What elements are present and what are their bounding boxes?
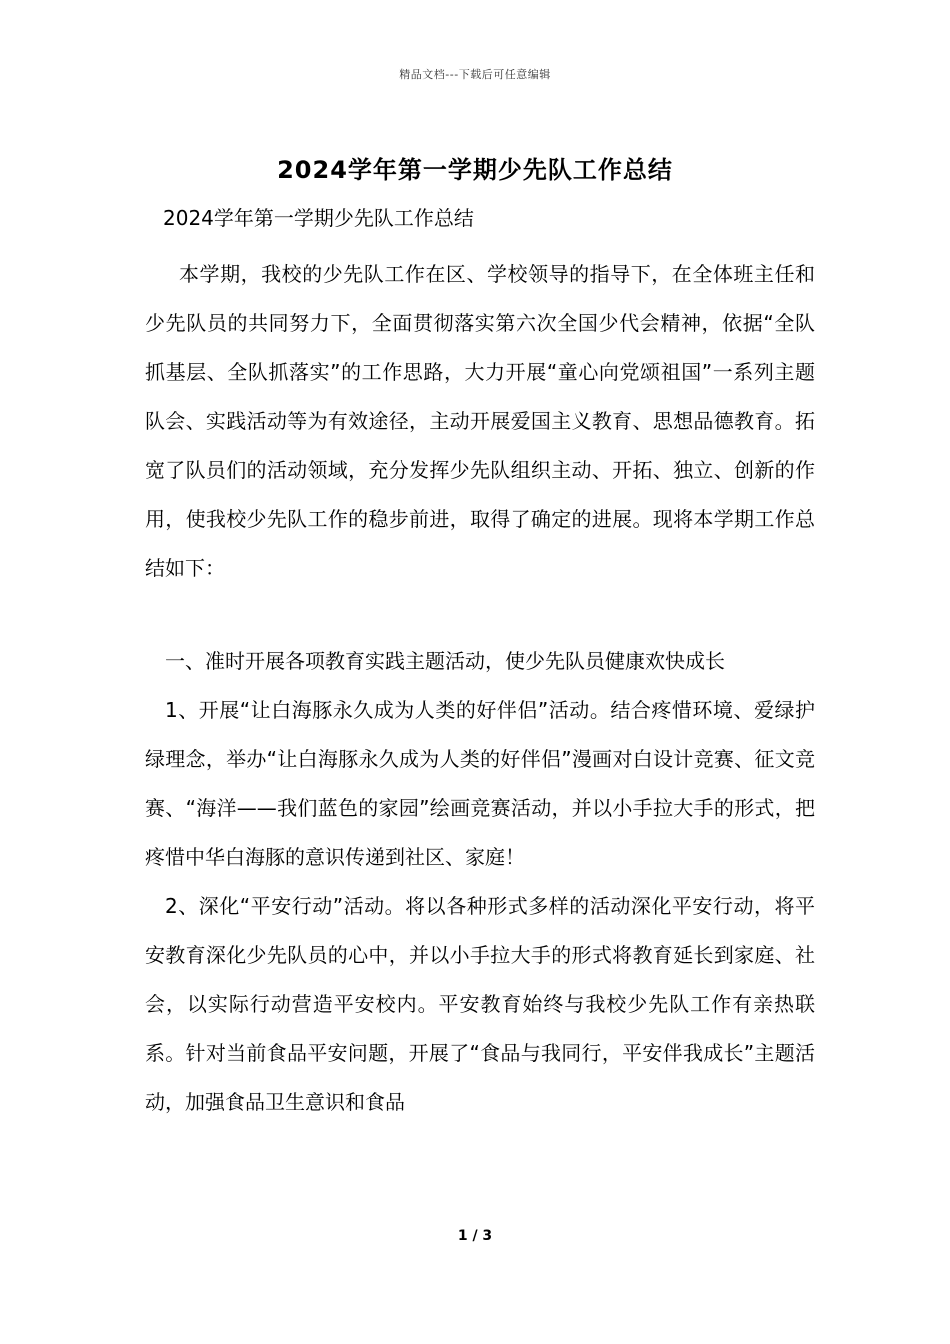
document-subtitle: 2024学年第一学期少先队工作总结 (163, 206, 474, 230)
header-note: 精品文档---下载后可任意编辑 (399, 68, 551, 81)
document-title: 2024学年第一学期少先队工作总结 (277, 156, 673, 184)
intro-paragraph: 本学期，我校的少先队工作在区、学校领导的指导下，在全体班主任和少先队员的共同努力下，全面贯彻落实第六次全国少代会精神，依据“全队抓基层、全队抓落实”的工作思路，大力开展“童心向党颂祖国”一系列主题队会、实践活动等为有效途径，主动开展爱国主义教育、思想品德教育。拓宽了队员们的活动领域，充分发挥少先队组织主动、开拓、独立、创新的作用，使我校少先队工作的稳步前进，取得了确定的进展。现将本学期工作总结如下： (145, 262, 815, 580)
item-paragraph-2: 2、深化“平安行动”活动。将以各种形式多样的活动深化平安行动，将平安教育深化少先队员的心中，并以小手拉大手的形式将教育延长到家庭、社会，以实际行动营造平安校内。平安教育始终与我校少先队工作有亲热联系。针对当前食品平安问题，开展了“食品与我同行，平安伴我成长”主题活动，加强食品卫生意识和食品 (145, 894, 815, 1114)
document-body (145, 204, 815, 1127)
section-heading-1: 一、准时开展各项教育实践主题活动，使少先队员健康欢快成长 (165, 649, 725, 673)
page-number: 1 / 3 (457, 1228, 493, 1244)
item-paragraph-1: 1、开展“让白海豚永久成为人类的好伴侣”活动。结合疼惜环境、爱绿护绿理念，举办“让白海豚永久成为人类的好伴侣”漫画对白设计竞赛、征文竞赛、“海洋——我们蓝色的家园”绘画竞赛活动，并以小手拉大手的形式，把疼惜中华白海豚的意识传递到社区、家庭！ (145, 698, 815, 869)
paragraph-gap (145, 593, 815, 637)
